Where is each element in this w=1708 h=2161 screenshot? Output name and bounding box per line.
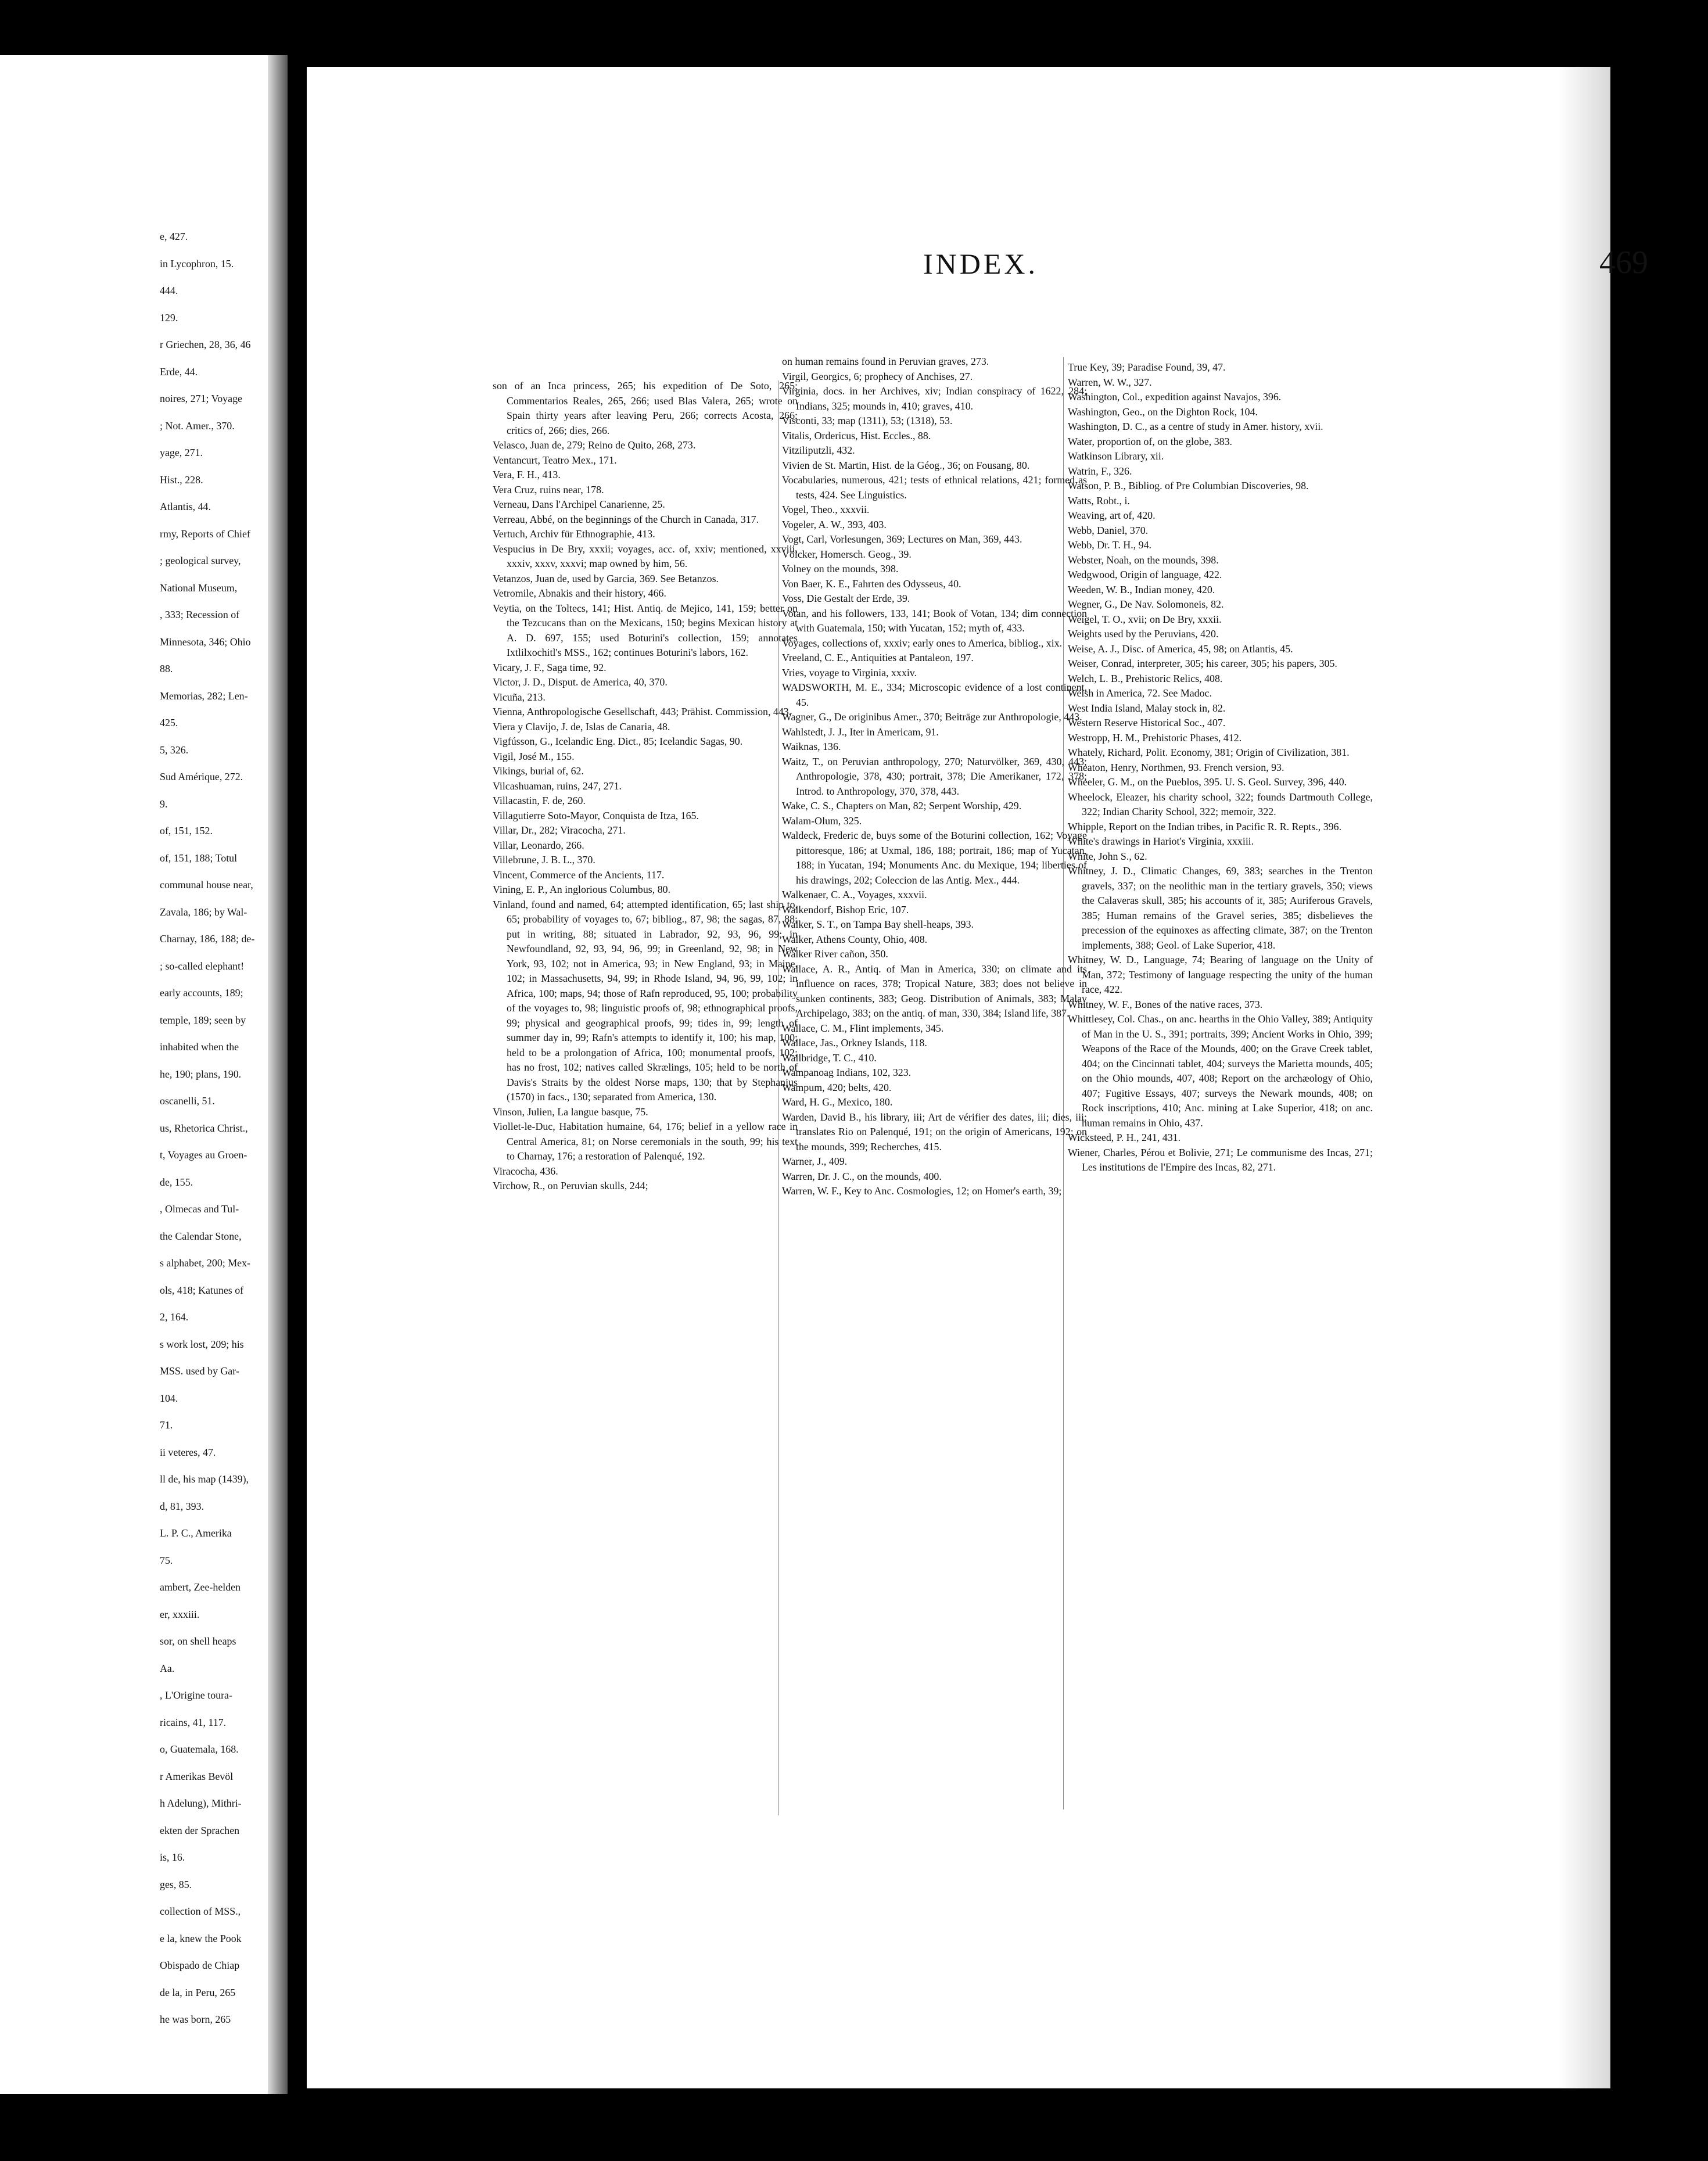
index-entry: Viracocha, 436. [493,1165,558,1177]
index-entry: Weeden, W. B., Indian money, 420. [1068,583,1215,595]
index-entry: White, John S., 62. [1068,850,1147,862]
index-entry: Vitziliputzli, 432. [782,444,855,456]
index-entry: Ward, H. G., Mexico, 180. [782,1096,893,1108]
index-entry: Western Reserve Historical Soc., 407. [1068,717,1226,728]
left-page-fragment: National Museum, [160,581,238,594]
index-entry: Vogel, Theo., xxxvii. [782,504,870,515]
index-entry: True Key, 39; Paradise Found, 39, 47. [1068,361,1226,373]
index-entry: Weise, A. J., Disc. of America, 45, 98; on Atlantis, 45. [1068,642,1293,655]
left-page-fragment: h Adelung), Mithri- [160,1797,242,1809]
index-entry: Wedgwood, Origin of language, 422. [1068,569,1222,580]
index-entry: Vogeler, A. W., 393, 403. [782,518,887,530]
left-page-fragment: us, Rhetorica Christ., [160,1122,248,1134]
index-entry: Walkendorf, Bishop Eric, 107. [782,903,909,916]
index-entry: Walkenaer, C. A., Voyages, xxxvii. [782,889,927,900]
left-page-fragment: ; so-called elephant! [160,960,245,972]
left-page-fragment: of, 151, 152. [160,825,213,837]
index-entry: Viera y Clavijo, J. de, Islas de Canaria, 48. [493,720,670,733]
index-entry: Washington, Col., expedition against Navajos, 396. [1068,391,1282,403]
index-entry: Vinland, found and named, 64; attempted identification, 65; last ship to, 65; probability of voyages to, 67; bibliog., 87, 98; the sagas, 87, 88; put in writing, 88; situated in Labrador, 92, 93, 96, 99; in Newfoundland, 92, 93, 94, 96, 99; in Greenland, 92, 98; in New York, 93, 102; not in America, 93; in New England, 93; in Maine, 102; in Massachusetts, 94, 99; in Rhode Island, 94, 96, 99, 102; in Africa, 100; maps, 94; those of Rafn reproduced, 95, 100; probability of the voyages to, 98; linguistic proofs of, 98; ethnographical proofs, 99; physical and geographical proofs, 99; tides in, 99; length of summer day in, 99; Rafn's attempts to identify it, 100; his map, 100; held to be a prolongation of Africa, 100; monumental proofs, 102; has no frost, 102; natives called Skrælings, 105; held to be north of Davis's Straits by the oldest Norse maps, 130; that by Stephanius (1570) in facs., 130; separated from America, 130. [493,898,798,1103]
left-page-fragment: 444. [160,285,178,296]
index-entry: Völcker, Homersch. Geog., 39. [782,548,912,560]
left-page-fragment: Obispado de Chiap [160,1959,240,1971]
index-entry: Vining, E. P., An inglorious Columbus, 80. [493,884,671,895]
index-entry: Velasco, Juan de, 279; Reino de Quito, 268, 273. [493,439,696,451]
left-page-fragment: , Olmecas and Tul- [160,1203,239,1215]
index-column-2 [782,354,1087,1199]
left-page-fragment: s alphabet, 200; Mex- [160,1257,251,1269]
index-entry: Vigil, José M., 155. [493,750,575,762]
index-entry: Veytia, on the Toltecs, 141; Hist. Antiq. de Mejico, 141, 159; better on the Tezcucans than on the Mexicans, 150; begins Mexican history at A. D. 697, 155; used Boturini's collection, 159; annotates Ixtlilxochitl's MSS., 162; continues Boturini's labors, 162. [493,602,798,658]
index-column-1 [493,379,798,1194]
left-page-fragment: noires, 271; Voyage [160,393,242,404]
index-entry: Wheaton, Henry, Northmen, 93. French version, 93. [1068,761,1284,773]
page-gutter-shadow [268,55,288,2094]
index-entry: Wiener, Charles, Pérou et Bolivie, 271; Le communisme des Incas, 271; Les institutions de l'Empire des Incas, 82, 271. [1068,1146,1373,1173]
index-entry: Wegner, G., De Nav. Solomoneis, 82. [1068,598,1224,610]
left-page-fragment: Atlantis, 44. [160,501,211,512]
index-entry: Von Baer, K. E., Fahrten des Odysseus, 40. [782,577,961,590]
index-entry: Watkinson Library, xii. [1068,450,1164,462]
index-entry: Welsh in America, 72. See Madoc. [1068,687,1212,699]
page-edge-shading [1558,67,1610,2088]
left-page-fragment: ll de, his map (1439), [160,1473,249,1485]
index-entry: Weigel, T. O., xvii; on De Bry, xxxii. [1068,613,1222,625]
index-entry: Verneau, Dans l'Archipel Canarienne, 25. [493,498,665,510]
index-column-3 [1068,360,1373,1175]
left-page-fragment: yage, 271. [160,447,203,458]
index-entry: Whitney, J. D., Climatic Changes, 69, 383; searches in the Trenton gravels, 337; on the neolithic man in the tertiary gravels, 350; views the Calaveras skull, 385; his accounts of it, 385; Auriferous Gravels, 385; Human remains of the Gravel series, 385; disbelieves the precession of the equinoxes as affecting climate, 387; on the Trenton implements, 388; Geol. of Lake Superior, 418. [1068,865,1373,951]
index-entry: Washington, D. C., as a centre of study in Amer. history, xvii. [1068,421,1323,432]
left-page-fragment: 71. [160,1419,173,1431]
index-entry: Vespucius in De Bry, xxxii; voyages, acc. of, xxiv; mentioned, xxviii, xxxiv, xxxv, xxxvi; map owned by him, 56. [493,543,798,569]
left-page-fragment: er, xxxiii. [160,1608,200,1620]
index-entry: Whitney, W. F., Bones of the native races, 373. [1068,998,1263,1010]
left-page-fragment: early accounts, 189; [160,987,243,999]
index-entry: Vera, F. H., 413. [493,469,561,480]
left-page-fragment: he, 190; plans, 190. [160,1068,242,1080]
index-entry: Virchow, R., on Peruvian skulls, 244; [493,1180,648,1191]
index-entry: Victor, J. D., Disput. de America, 40, 370. [493,676,668,688]
left-page-fragment: Erde, 44. [160,365,198,378]
index-entry: Walker, S. T., on Tampa Bay shell-heaps, 393. [782,918,974,930]
index-entry: Voyages, collections of, xxxiv; early ones to America, bibliog., xix. [782,637,1063,649]
index-entry: Wheeler, G. M., on the Pueblos, 395. U. S. Geol. Survey, 396, 440. [1068,776,1347,788]
left-page-fragment: Aa. [160,1662,175,1674]
left-page-fragment: e, 427. [160,231,188,242]
left-page-fragment: inhabited when the [160,1041,239,1053]
index-entry: Walam-Olum, 325. [782,814,862,827]
left-page-fragment: 425. [160,717,178,728]
left-page-fragment: e la, knew the Pook [160,1932,242,1944]
index-entry: Wallace, C. M., Flint implements, 345. [782,1022,944,1034]
index-entry: Webb, Daniel, 370. [1068,524,1149,536]
index-entry: Wicksteed, P. H., 241, 431. [1068,1132,1181,1143]
index-entry: Vinson, Julien, La langue basque, 75. [493,1105,648,1118]
index-entry: Votan, and his followers, 133, 141; Book of Votan, 134; dim connection with Guatemala, 150; with Yucatan, 152; myth of, 433. [782,607,1087,634]
left-page-fragment: collection of MSS., [160,1905,241,1917]
index-entry: Vienna, Anthropologische Gesellschaft, 443; Prähist. Commission, 443. [493,706,792,717]
left-page-fragment: MSS. used by Gar- [160,1365,239,1377]
index-entry: Walker River cañon, 350. [782,948,888,960]
index-entry: Wallace, Jas., Orkney Islands, 118. [782,1037,927,1049]
index-entry: Weiser, Conrad, interpreter, 305; his career, 305; his papers, 305. [1068,658,1337,669]
index-entry: Wheelock, Eleazer, his charity school, 322; founds Dartmouth College, 322; Indian Charity School, 322; memoir, 322. [1068,791,1373,817]
left-page-fragment: 2, 164. [160,1311,189,1323]
left-page-fragment: 104. [160,1392,178,1404]
index-entry: Volney on the mounds, 398. [782,563,899,575]
index-entry: Viollet-le-Duc, Habitation humaine, 64, 176; belief in a yellow race in Central America, 81; on Norse ceremonials in the south, 99; his text to Charnay, 176; a restoration of Palenqué, 192. [493,1121,798,1162]
left-page-fragment: he was born, 265 [160,2013,231,2025]
index-entry: Watts, Robt., i. [1068,494,1130,507]
left-page-fragment: 129. [160,311,178,324]
index-entry: Waitz, T., on Peruvian anthropology, 270; Naturvölker, 369, 430, 443; Anthropologie, 378, 430; portrait, 378; Die Amerikaner, 172, 378; Introd. to Anthropology, 370, 378, 443. [782,755,1087,797]
left-page-fragment: Minnesota, 346; Ohio [160,636,251,648]
index-entry: Vikings, burial of, 62. [493,765,584,777]
index-entry: Villar, Dr., 282; Viracocha, 271. [493,824,626,836]
index-entry: Vitalis, Ordericus, Hist. Eccles., 88. [782,429,931,441]
index-entry: Villebrune, J. B. L., 370. [493,854,595,866]
index-entry: on human remains found in Peruvian graves, 273. [782,356,989,367]
index-entry: Warner, J., 409. [782,1155,848,1167]
left-page-fragment: Zavala, 186; by Wal- [160,906,247,918]
index-entry: Vera Cruz, ruins near, 178. [493,483,604,496]
index-entry: Vries, voyage to Virginia, xxxiv. [782,666,917,679]
left-page-fragment: temple, 189; seen by [160,1014,246,1026]
index-entry: Waiknas, 136. [782,741,841,752]
index-entry: Weights used by the Peruvians, 420. [1068,628,1219,640]
index-entry: Wahlstedt, J. J., Iter in Americam, 91. [782,726,939,738]
left-page-fragment: t, Voyages au Groen- [160,1149,247,1161]
left-page-fragment: o, Guatemala, 168. [160,1743,239,1755]
left-page-fragment: ; Not. Amer., 370. [160,419,235,432]
index-entry: Welch, L. B., Prehistoric Relics, 408. [1068,672,1223,684]
index-entry: Verreau, Abbé, on the beginnings of the Church in Canada, 317. [493,513,759,525]
index-entry: Vicuña, 213. [493,691,546,703]
index-entry: Vincent, Commerce of the Ancients, 117. [493,868,665,881]
left-page-fragment: the Calendar Stone, [160,1230,242,1242]
left-page-fragment: is, 16. [160,1851,185,1863]
left-page-fragment: ambert, Zee-helden [160,1581,241,1593]
left-page-fragment: 88. [160,663,173,674]
index-entry: Whittlesey, Col. Chas., on anc. hearths in the Ohio Valley, 389; Antiquity of Man in the U. S., 391; portraits, 399; Ancient Works in Ohio, 399; Weapons of the Race of the Mounds, 400; on the Grave Creek tablet, 404; on the Cincinnati tablet, 404; surveys the Marietta mounds, 405; on the Ohio mounds, 407, 408; Report on the archæology of Ohio, 407; Fugitive Essays, 407; surveys the Newark mounds, 408; on Rock inscriptions, 410; Anc. mining at Lake Superior, 418; on anc. human remains in Ohio, 437. [1068,1013,1373,1129]
index-entry: Vertuch, Archiv für Ethnographie, 413. [493,528,655,540]
index-entry: Wampum, 420; belts, 420. [782,1081,892,1093]
index-entry: Visconti, 33; map (1311), 53; (1318), 53. [782,415,953,426]
left-page-fragment: d, 81, 393. [160,1500,204,1512]
left-page-fragment: Charnay, 186, 188; de- [160,933,255,945]
index-page [307,67,1648,2088]
running-head: INDEX. [923,247,1039,280]
index-entry: son of an Inca princess, 265; his expedition of De Soto, 265; Commentarios Reales, 265, 266; used Blas Valera, 265; wrote on Spain thirty years after leaving Peru, 266; corrects Acosta, 266; critics of, 266; dies, 266. [493,380,798,436]
left-page-fragment: ekten der Sprachen [160,1824,240,1836]
index-entry: Westropp, H. M., Prehistoric Phases, 412. [1068,731,1242,744]
index-entry: Vetromile, Abnakis and their history, 466. [493,587,666,599]
left-page-fragment: , L'Origine toura- [160,1689,232,1701]
index-entry: West India Island, Malay stock in, 82. [1068,702,1226,714]
index-entry: WADSWORTH, M. E., 334; Microscopic evidence of a lost continent, 45. [782,681,1087,708]
index-entry: Whately, Richard, Polit. Economy, 381; Origin of Civilization, 381. [1068,746,1350,758]
index-entry: Vreeland, C. E., Antiquities at Pantaleon, 197. [782,652,974,663]
left-page-fragment: ges, 85. [160,1878,192,1890]
index-entry: Whitney, W. D., Language, 74; Bearing of language on the Unity of Man, 372; Testimony of language respecting the unity of the human race, 422. [1068,954,1373,995]
page-number: 469 [1599,245,1648,281]
left-page-fragment: rmy, Reports of Chief [160,527,250,540]
left-page-fragment: sor, on shell heaps [160,1635,236,1647]
index-entry: Villagutierre Soto-Mayor, Conquista de Itza, 165. [493,809,699,821]
left-page-fragment: oscanelli, 51. [160,1095,215,1107]
index-entry: Vilcashuaman, ruins, 247, 271. [493,780,622,792]
index-entry: Webster, Noah, on the mounds, 398. [1068,554,1219,566]
index-entry: Vigfússon, G., Icelandic Eng. Dict., 85; Icelandic Sagas, 90. [493,735,743,747]
index-entry: Wallbridge, T. C., 410. [782,1051,877,1064]
index-entry: Warren, W. W., 327. [1068,376,1152,388]
left-page-fragment: de la, in Peru, 265 [160,1986,236,1998]
index-entry: Wallace, A. R., Antiq. of Man in America, 330; on climate and its influence on races, 378; Tropical Nature, 383; does not believe in sunken continents, 383; Geog. Distribution of Animals, 383; Malay Archipelago, 383; on the antiq. of man, 330, 384; Island life, 387. [782,963,1087,1019]
index-entry: Vivien de St. Martin, Hist. de la Géog., 36; on Fousang, 80. [782,459,1030,471]
index-entry: Warren, W. F., Key to Anc. Cosmologies, 12; on Homer's earth, 39; [782,1185,1062,1197]
left-page-fragment: s work lost, 209; his [160,1338,244,1350]
index-entry: Webb, Dr. T. H., 94. [1068,539,1151,551]
index-entry: Virgil, Georgics, 6; prophecy of Anchises, 27. [782,370,973,382]
left-page-fragment: ii veteres, 47. [160,1446,216,1458]
index-entry: Ventancurt, Teatro Mex., 171. [493,454,617,466]
index-entry: Warden, David B., his library, iii; Art de vérifier des dates, iii; dies, iii; translates Rio on Palenqué, 191; on the origin of Americans, 192; on the mounds, 399; Recherches, 415. [782,1111,1087,1153]
left-page-fragment: 5, 326. [160,744,189,756]
index-entry: Voss, Die Gestalt der Erde, 39. [782,593,910,604]
index-entry: Watrin, F., 326. [1068,465,1132,477]
facing-page-left [0,55,288,2094]
left-page-fragment: in Lycophron, 15. [160,257,234,270]
left-page-fragment: Hist., 228. [160,473,203,486]
index-entry: Wake, C. S., Chapters on Man, 82; Serpent Worship, 429. [782,800,1022,812]
left-page-fragment: ; geological survey, [160,555,241,566]
left-page-fragment: r Griechen, 28, 36, 46 [160,339,251,350]
index-entry: Walker, Athens County, Ohio, 408. [782,933,928,945]
index-entry: Villacastin, F. de, 260. [493,795,586,806]
left-page-fragment: , 333; Recession of [160,609,240,620]
index-entry: Vicary, J. F., Saga time, 92. [493,661,607,673]
index-entry: Wampanoag Indians, 102, 323. [782,1067,912,1078]
left-page-fragment: Memorias, 282; Len- [160,690,248,702]
index-entry: Weaving, art of, 420. [1068,509,1156,521]
index-entry: Watson, P. B., Bibliog. of Pre Columbian Discoveries, 98. [1068,480,1309,491]
left-page-fragment: de, 155. [160,1176,193,1188]
index-entry: Washington, Geo., on the Dighton Rock, 104. [1068,405,1258,418]
index-entry: Whipple, Report on the Indian tribes, in Pacific R. R. Repts., 396. [1068,820,1342,832]
index-entry: Vogt, Carl, Vorlesungen, 369; Lectures on Man, 369, 443. [782,533,1022,545]
left-page-fragment: of, 151, 188; Totul [160,852,238,864]
index-entry: Vetanzos, Juan de, used by Garcia, 369. See Betanzos. [493,572,719,584]
left-page-fragment: 9. [160,798,168,810]
left-page-fragment: 75. [160,1554,173,1566]
index-entry: Villar, Leonardo, 266. [493,839,584,851]
index-entry: Water, proportion of, on the globe, 383. [1068,435,1233,447]
index-entry: Vocabularies, numerous, 421; tests of ethnical relations, 421; formed as tests, 424. See Linguistics. [782,474,1087,501]
left-page-fragment: Sud Amérique, 272. [160,771,243,782]
index-entry: Waldeck, Frederic de, buys some of the Boturini collection, 162; Voyage pittoresque, 186; at Uxmal, 186, 188; portrait, 186; map of Yucatan, 188; in Yucatan, 194; Monuments Anc. du Mexique, 194; liberties of his drawings, 202; Coleccion de las Antig. Mex., 444. [782,830,1087,886]
index-entry: Wagner, G., De originibus Amer., 370; Beiträge zur Anthropologie, 443. [782,711,1082,723]
left-page-fragment: communal house near, [160,879,253,891]
index-entry: White's drawings in Hariot's Virginia, xxxiii. [1068,835,1254,847]
index-entry: Virginia, docs. in her Archives, xiv; Indian conspiracy of 1622, 284; Indians, 325; mounds in, 410; graves, 410. [782,385,1087,412]
left-page-fragment: r Amerikas Bevöl [160,1770,234,1782]
left-page-fragment: ols, 418; Katunes of [160,1284,244,1296]
left-page-fragment: L. P. C., Amerika [160,1527,232,1539]
index-entry: Warren, Dr. J. C., on the mounds, 400. [782,1170,942,1182]
left-page-fragment: ricains, 41, 117. [160,1716,227,1728]
